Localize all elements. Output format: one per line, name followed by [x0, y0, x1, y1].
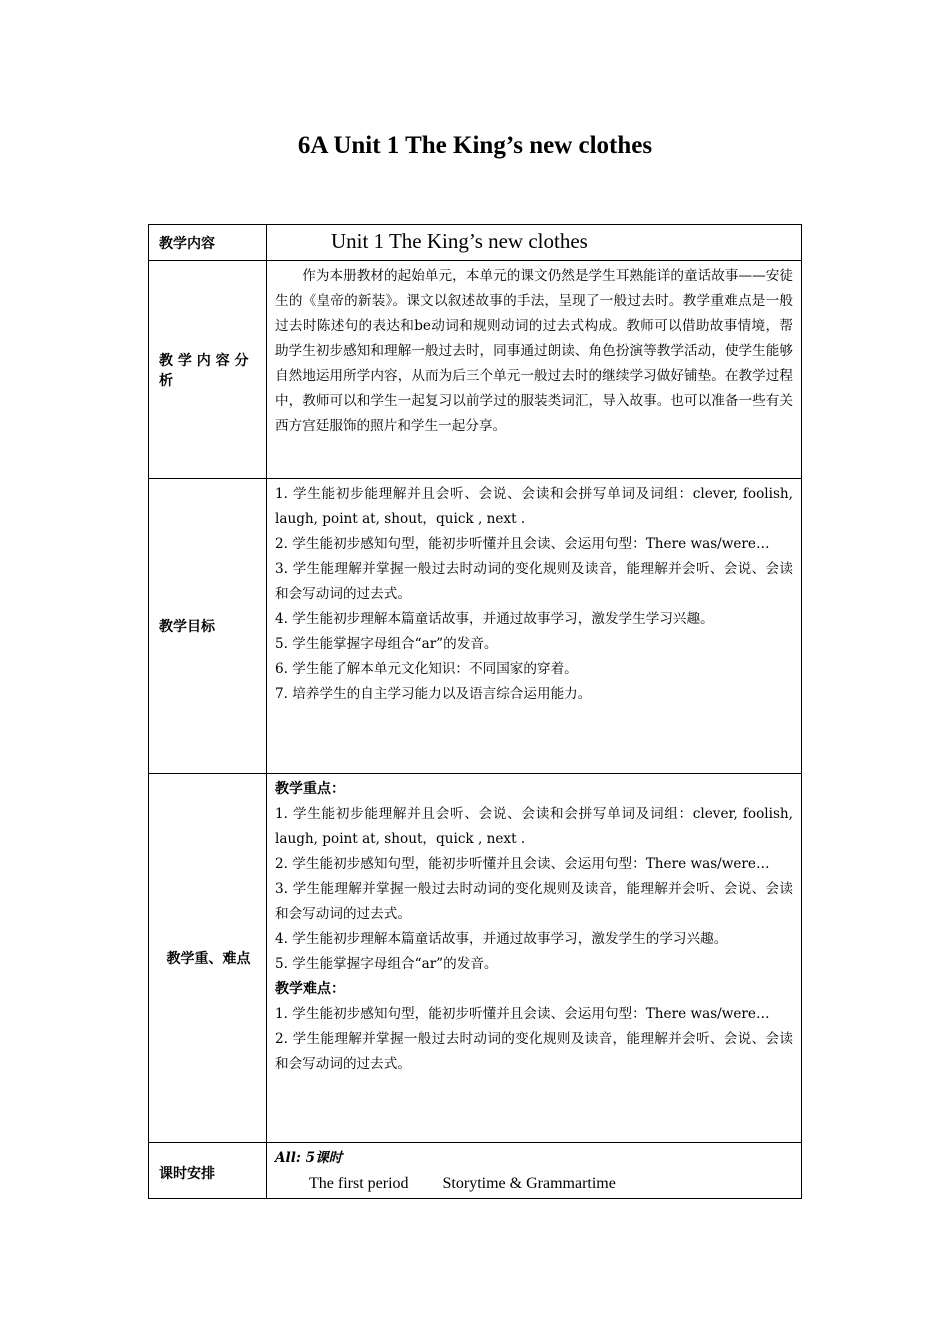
label-teaching-content: 教学内容 [149, 225, 267, 261]
key-point-item: 2. 学生能初步感知句型，能初步听懂并且会读、会运用句型：There was/were… [275, 856, 770, 872]
difficult-point-item: 2. 学生能理解并掌握一般过去时动词的变化规则及读音，能理解并会听、会说、会读和会写动词的过去式。 [275, 1031, 793, 1072]
period-name: The first period [309, 1175, 409, 1192]
period-content: Storytime & Grammartime [442, 1175, 616, 1192]
row-teaching-goals [149, 479, 802, 774]
key-points-list [275, 802, 793, 977]
teaching-content-value [267, 225, 802, 261]
label-teaching-goals: 教学目标 [149, 479, 267, 774]
difficult-points-list [275, 1002, 793, 1077]
goal-item: 4. 学生能初步理解本篇童话故事，并通过故事学习，激发学生学习兴趣。 [275, 611, 714, 627]
key-point-item: 5. 学生能掌握字母组合“ar”的发音。 [275, 956, 498, 972]
schedule-cell [267, 1143, 802, 1199]
page-title: 6A Unit 1 The King’s new clothes [297, 132, 653, 159]
first-period-line [275, 1171, 793, 1196]
teaching-goals-cell [267, 479, 802, 774]
difficult-point-item: 1. 学生能初步感知句型，能初步听懂并且会读、会运用句型：There was/were… [275, 1006, 770, 1022]
goal-item: 1. 学生能初步能理解并且会听、会说、会读和会拼写单词及词组：clever, foolish, laugh, point at, shout，quick , next . [275, 486, 793, 527]
key-point-item: 4. 学生能初步理解本篇童话故事，并通过故事学习，激发学生的学习兴趣。 [275, 931, 728, 947]
row-content-analysis [149, 261, 802, 479]
row-teaching-content [149, 225, 802, 261]
label-key-difficult-points [149, 774, 267, 1143]
content-analysis-cell [267, 261, 802, 479]
row-schedule [149, 1143, 802, 1199]
goal-item: 3. 学生能理解并掌握一般过去时动词的变化规则及读音，能理解并会听、会说、会读和会写动词的过去式。 [275, 561, 793, 602]
label-key-difficult-text: 教学重、难点 [166, 951, 251, 967]
difficult-points-heading: 教学难点： [275, 981, 345, 997]
key-difficult-cell [267, 774, 802, 1143]
row-key-difficult-points [149, 774, 802, 1143]
goal-item: 7. 培养学生的自主学习能力以及语言综合运用能力。 [275, 686, 592, 702]
key-point-item: 3. 学生能理解并掌握一般过去时动词的变化规则及读音，能理解并会听、会说、会读和会写动词的过去式。 [275, 881, 793, 922]
content-analysis-text: 作为本册教材的起始单元，本单元的课文仍然是学生耳熟能详的童话故事——安徒生的《皇帝的新装》。课文以叙述故事的手法，呈现了一般过去时。教学重难点是一般过去时陈述句的表达和be动词和规则动词的过去式构成。教师可以借助故事情境，帮助学生初步感知和理解一般过去时，同事通过朗读、角色扮演等教学活动，使学生能够自然地运用所学内容，从而为后三个单元一般过去时的继续学习做好铺垫。在教学过程中，教师可以和学生一起复习以前学过的服装类词汇，导入故事。也可以准备一些有关西方宫廷服饰的照片和学生一起分享。 [275, 268, 793, 434]
goal-item: 2. 学生能初步感知句型，能初步听懂并且会读、会运用句型：There was/were… [275, 536, 770, 552]
lesson-plan-table [148, 224, 802, 1199]
key-point-item: 1. 学生能初步能理解并且会听、会说、会读和会拼写单词及词组：clever, foolish, laugh, point at, shout，quick , next . [275, 806, 793, 847]
goal-item: 6. 学生能了解本单元文化知识：不同国家的穿着。 [275, 661, 578, 677]
goal-item: 5. 学生能掌握字母组合“ar”的发音。 [275, 636, 498, 652]
total-periods: All: 5课时 [275, 1150, 343, 1166]
label-content-analysis: 教 学 内 容 分析 [149, 261, 267, 479]
label-schedule: 课时安排 [149, 1143, 267, 1199]
unit-title: Unit 1 The King’s new clothes [331, 229, 588, 253]
key-points-heading: 教学重点： [275, 781, 345, 797]
